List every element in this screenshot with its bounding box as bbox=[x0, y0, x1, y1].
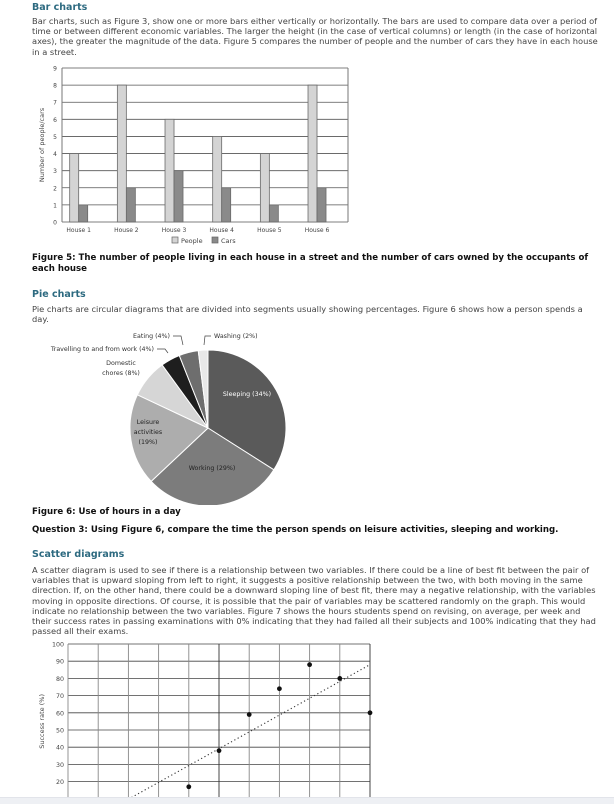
trend-line bbox=[98, 665, 370, 803]
y-tick-label: 4 bbox=[53, 151, 57, 159]
pie-label: Leisure bbox=[136, 419, 160, 426]
x-tick-label: House 4 bbox=[209, 227, 234, 234]
pie-label: Travelling to and from work (4%) bbox=[50, 346, 154, 353]
data-point bbox=[247, 712, 252, 717]
cars-bar bbox=[174, 171, 183, 222]
y-tick-label: 90 bbox=[55, 658, 64, 666]
cars-bar bbox=[269, 205, 278, 222]
y-tick-label: 3 bbox=[53, 168, 57, 176]
y-tick-label: 60 bbox=[55, 710, 64, 718]
people-bar bbox=[117, 85, 126, 222]
bar-charts-paragraph: Bar charts, such as Figure 3, show one or more bars either vertically or horizontally. The bars are used to compare data over a period of time or between different economic variables. The larger the height (in the case of vertical columns) or length (in the case of horizontal axes), the greater the magnitude of the data. Figure 5 compares the number of people and the number of cars they have in each house in a street. bbox=[32, 16, 598, 57]
pie-charts-heading: Pie charts bbox=[32, 289, 86, 300]
x-tick-label: House 2 bbox=[114, 227, 139, 234]
y-tick-label: 70 bbox=[55, 693, 64, 701]
y-tick-label: 100 bbox=[51, 641, 64, 649]
bar-chart bbox=[0, 60, 360, 250]
y-axis-label: Success rate (%) bbox=[38, 694, 46, 749]
question-3: Question 3: Using Figure 6, compare the time the person spends on leisure activities, sleeping and working. bbox=[32, 525, 559, 535]
y-tick-label: 20 bbox=[55, 779, 64, 787]
data-point bbox=[217, 748, 222, 753]
scatter-diagrams-paragraph: A scatter diagram is used to see if there is a relationship between two variables. If there could be a line of best fit between the pair of variables that is upward sloping from left to right, it suggests a positive relationship between the two, with both moving in the same direction. If, on the other hand, there could be a downward sloping line of best fit, there may a negative relationship, with the variables moving in opposite directions. Of course, it is possible that the pair of variables may be scattered randomly on the graph. This would indicate no relationship between the two variables. Figure 7 shows the hours students spend on revising, on average, per week and their success rates in passing examinations with 0% indicating that they had failed all their subjects and 100% indicating that they had passed all their exams. bbox=[32, 565, 596, 637]
cars-bar bbox=[126, 188, 135, 222]
y-tick-label: 9 bbox=[53, 65, 57, 73]
people-bar bbox=[165, 119, 174, 222]
figure-6-caption: Figure 6: Use of hours in a day bbox=[32, 507, 181, 517]
cars-bar bbox=[79, 205, 88, 222]
legend-swatch bbox=[212, 237, 218, 243]
scatter-diagrams-heading: Scatter diagrams bbox=[32, 549, 125, 560]
data-point bbox=[337, 676, 342, 681]
data-point bbox=[277, 686, 282, 691]
people-bar bbox=[70, 154, 79, 222]
pie-label: activities bbox=[133, 429, 163, 436]
pie-label: Domestic bbox=[106, 360, 136, 367]
legend-label: People bbox=[181, 237, 203, 245]
bar-charts-heading: Bar charts bbox=[32, 2, 88, 13]
x-tick-label: House 6 bbox=[304, 227, 330, 234]
people-bar bbox=[213, 136, 222, 222]
x-tick-label: House 5 bbox=[257, 227, 282, 234]
y-tick-label: 2 bbox=[53, 185, 57, 193]
y-tick-label: 5 bbox=[53, 133, 57, 141]
y-tick-label: 80 bbox=[55, 675, 64, 683]
pie-chart bbox=[0, 325, 320, 505]
y-tick-label: 1 bbox=[53, 202, 57, 210]
y-tick-label: 50 bbox=[55, 727, 64, 735]
pie-label: Working (29%) bbox=[188, 465, 236, 472]
pie-label: Eating (4%) bbox=[133, 333, 170, 340]
pie-label: Washing (2%) bbox=[214, 333, 258, 340]
data-point bbox=[368, 710, 373, 715]
y-tick-label: 30 bbox=[55, 761, 64, 769]
figure-5-caption: Figure 5: The number of people living in each house in a street and the number of cars owned by the occupants of each house bbox=[32, 253, 589, 274]
y-tick-label: 0 bbox=[53, 219, 57, 227]
y-tick-label: 6 bbox=[53, 116, 57, 124]
people-bar bbox=[308, 85, 317, 222]
y-axis-label: Number of people/cars bbox=[38, 107, 46, 183]
y-tick-label: 40 bbox=[55, 744, 64, 752]
pie-label: (19%) bbox=[138, 439, 158, 446]
people-bar bbox=[260, 154, 269, 222]
data-point bbox=[186, 784, 191, 789]
legend-label: Cars bbox=[221, 237, 236, 245]
data-point bbox=[307, 662, 312, 667]
cars-bar bbox=[317, 188, 326, 222]
pie-charts-paragraph: Pie charts are circular diagrams that are divided into segments usually showing percentages. Figure 6 shows how a person spends a day. bbox=[32, 304, 583, 325]
pie-label: Sleeping (34%) bbox=[222, 391, 272, 398]
y-tick-label: 7 bbox=[53, 99, 57, 107]
pie-label: chores (8%) bbox=[102, 370, 140, 377]
scatter-chart bbox=[0, 636, 380, 803]
y-tick-label: 8 bbox=[53, 82, 57, 90]
x-tick-label: House 3 bbox=[161, 227, 187, 234]
legend-swatch bbox=[172, 237, 178, 243]
x-tick-label: House 1 bbox=[66, 227, 91, 234]
cars-bar bbox=[222, 188, 231, 222]
